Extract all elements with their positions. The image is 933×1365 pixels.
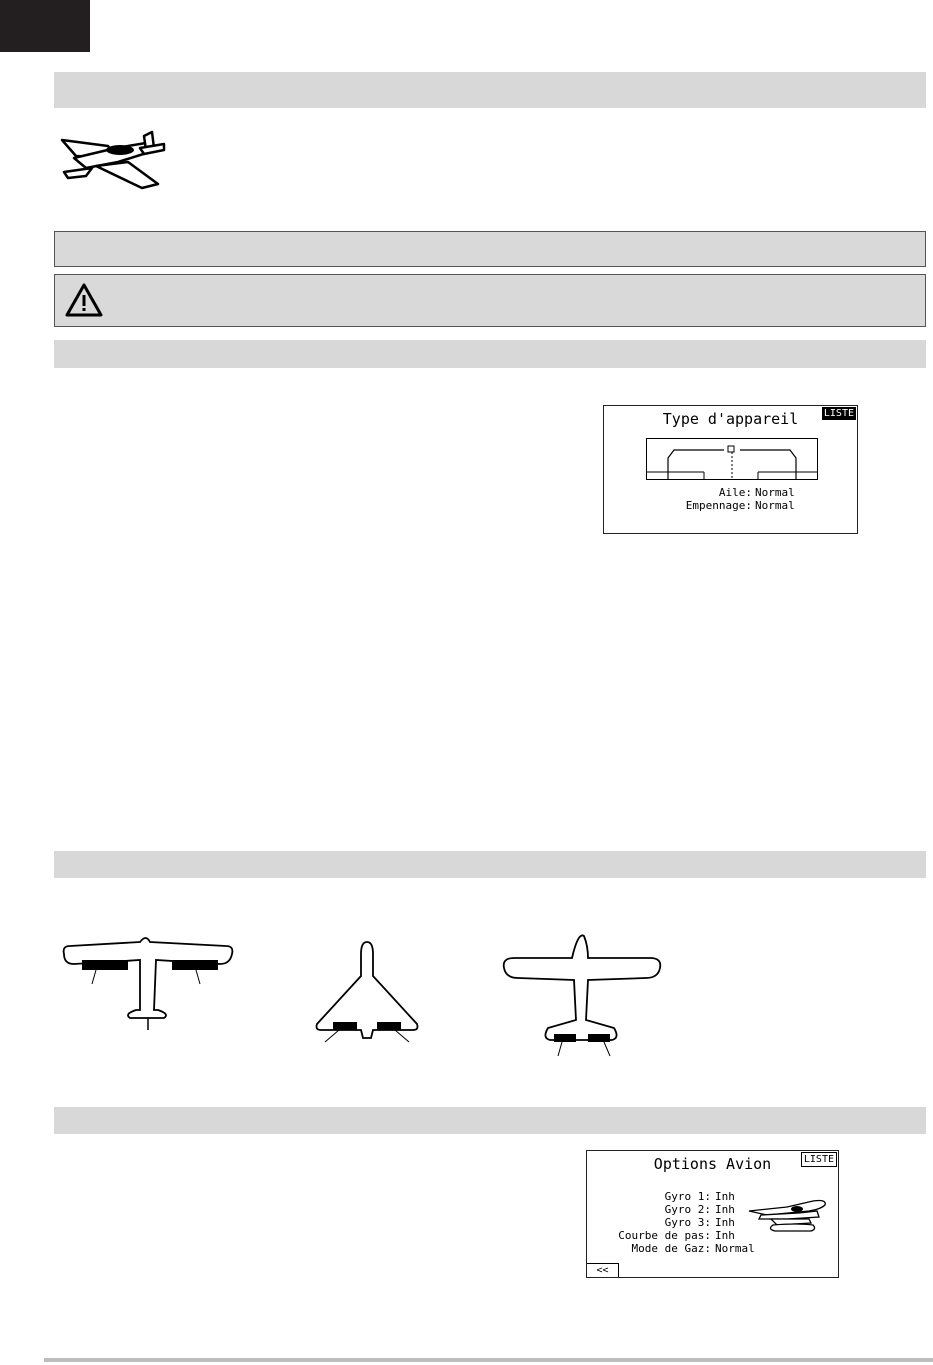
option-value[interactable]: Inh [715, 1190, 735, 1203]
section-header-band-3 [54, 851, 926, 878]
language-tab [0, 0, 90, 52]
section-header-band-4 [54, 1107, 926, 1134]
tail-label: Empennage: [685, 499, 752, 512]
screen-title: Type d'appareil [662, 410, 799, 428]
section-header-band-2 [54, 340, 926, 368]
option-value[interactable]: Inh [715, 1216, 735, 1229]
option-label: Gyro 1: [664, 1190, 711, 1203]
option-label: Mode de Gaz: [631, 1242, 711, 1255]
tail-value[interactable]: Normal [755, 499, 795, 512]
screen-title: Options Avion [653, 1155, 772, 1173]
option-label: Gyro 2: [664, 1203, 711, 1216]
aircraft-type-screen [603, 405, 858, 534]
section-header-band-1 [54, 72, 926, 108]
wing-value[interactable]: Normal [755, 486, 795, 499]
warning-triangle-icon [65, 283, 103, 317]
v-tail-illustration [500, 932, 666, 1064]
option-label: Gyro 3: [664, 1216, 711, 1229]
normal-wing-illustration [60, 930, 236, 1034]
airplane-icon [747, 1197, 831, 1235]
footer-rule [44, 1358, 933, 1362]
list-badge[interactable]: LISTE [801, 1152, 837, 1167]
airplane-icon [56, 128, 166, 192]
delta-wing-illustration [313, 940, 421, 1044]
wing-diagram [646, 438, 818, 480]
back-button[interactable]: << [587, 1263, 619, 1277]
wing-label: Aile: [718, 486, 752, 499]
option-value[interactable]: Inh [715, 1203, 735, 1216]
option-value[interactable]: Inh [715, 1229, 735, 1242]
list-badge[interactable]: LISTE [823, 408, 854, 419]
notice-band [54, 231, 926, 267]
option-value[interactable]: Normal [715, 1242, 755, 1255]
warning-band [54, 274, 926, 327]
option-label: Courbe de pas: [618, 1229, 711, 1242]
airplane-options-screen [586, 1150, 839, 1278]
